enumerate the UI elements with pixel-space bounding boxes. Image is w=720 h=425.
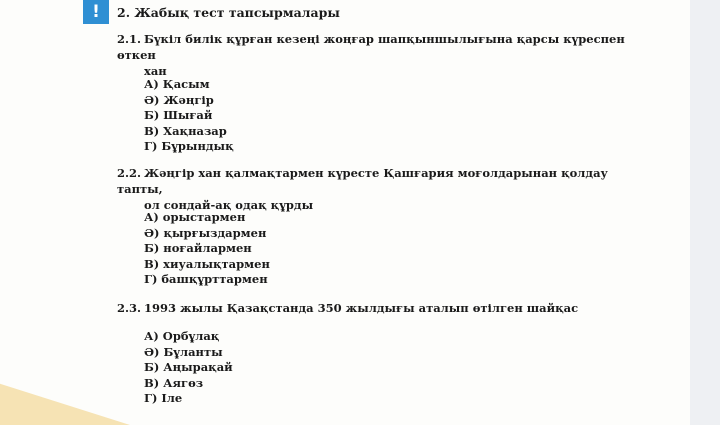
viewer-side-margin — [690, 0, 720, 425]
answer-option[interactable]: Ә) Жәңгір — [144, 92, 214, 107]
exclamation-icon: ! — [83, 0, 109, 24]
question-text: 1993 жылы Қазақстанда 350 жылдығы аталып өтілген шайқас — [144, 301, 579, 315]
answer-option[interactable]: Г) Іле — [144, 391, 183, 405]
answer-option[interactable]: Г) Бұрындық — [144, 139, 234, 153]
answer-option[interactable]: Ә) Бұланты — [144, 344, 223, 359]
page-corner-decoration — [0, 370, 130, 425]
answer-option[interactable]: В) хиуалықтармен — [144, 256, 270, 271]
question-number: 2.2. — [117, 166, 142, 180]
answer-option[interactable]: В) Аягөз — [144, 375, 204, 390]
answer-option[interactable]: А) Орбұлақ — [144, 329, 220, 343]
answer-option[interactable]: Б) ноғайлармен — [144, 241, 252, 255]
question-text: Жәңгір хан қалмақтармен күресте Қашғария моғолдарынан қолдау тапты, — [117, 166, 608, 196]
question-2-2 — [117, 165, 647, 213]
answer-option[interactable]: А) орыстармен — [144, 210, 246, 224]
question-text-continued: ол сондай-ақ одақ құрды — [144, 198, 314, 212]
question-2-1 — [117, 31, 647, 79]
answer-option[interactable]: Б) Аңырақай — [144, 360, 233, 374]
answer-options-2-1 — [144, 77, 234, 155]
answer-option[interactable]: Ә) қырғыздармен — [144, 225, 267, 240]
answer-options-2-2 — [144, 210, 270, 288]
answer-option[interactable]: В) Хақназар — [144, 123, 227, 138]
question-number: 2.3. — [117, 301, 142, 315]
section-title: 2. Жабық тест тапсырмалары — [117, 5, 340, 20]
question-text: Бүкіл билік құрған кезеңі жоңғар шапқыншылығына қарсы күреспен өткен — [117, 32, 625, 62]
answer-option[interactable]: А) Қасым — [144, 77, 210, 91]
answer-options-2-3 — [144, 329, 233, 407]
answer-option[interactable]: Г) башқұрттармен — [144, 272, 268, 286]
question-text-continued: хан — [144, 64, 167, 78]
question-number: 2.1. — [117, 32, 142, 46]
question-2-3 — [117, 300, 647, 316]
answer-option[interactable]: Б) Шығай — [144, 108, 213, 122]
